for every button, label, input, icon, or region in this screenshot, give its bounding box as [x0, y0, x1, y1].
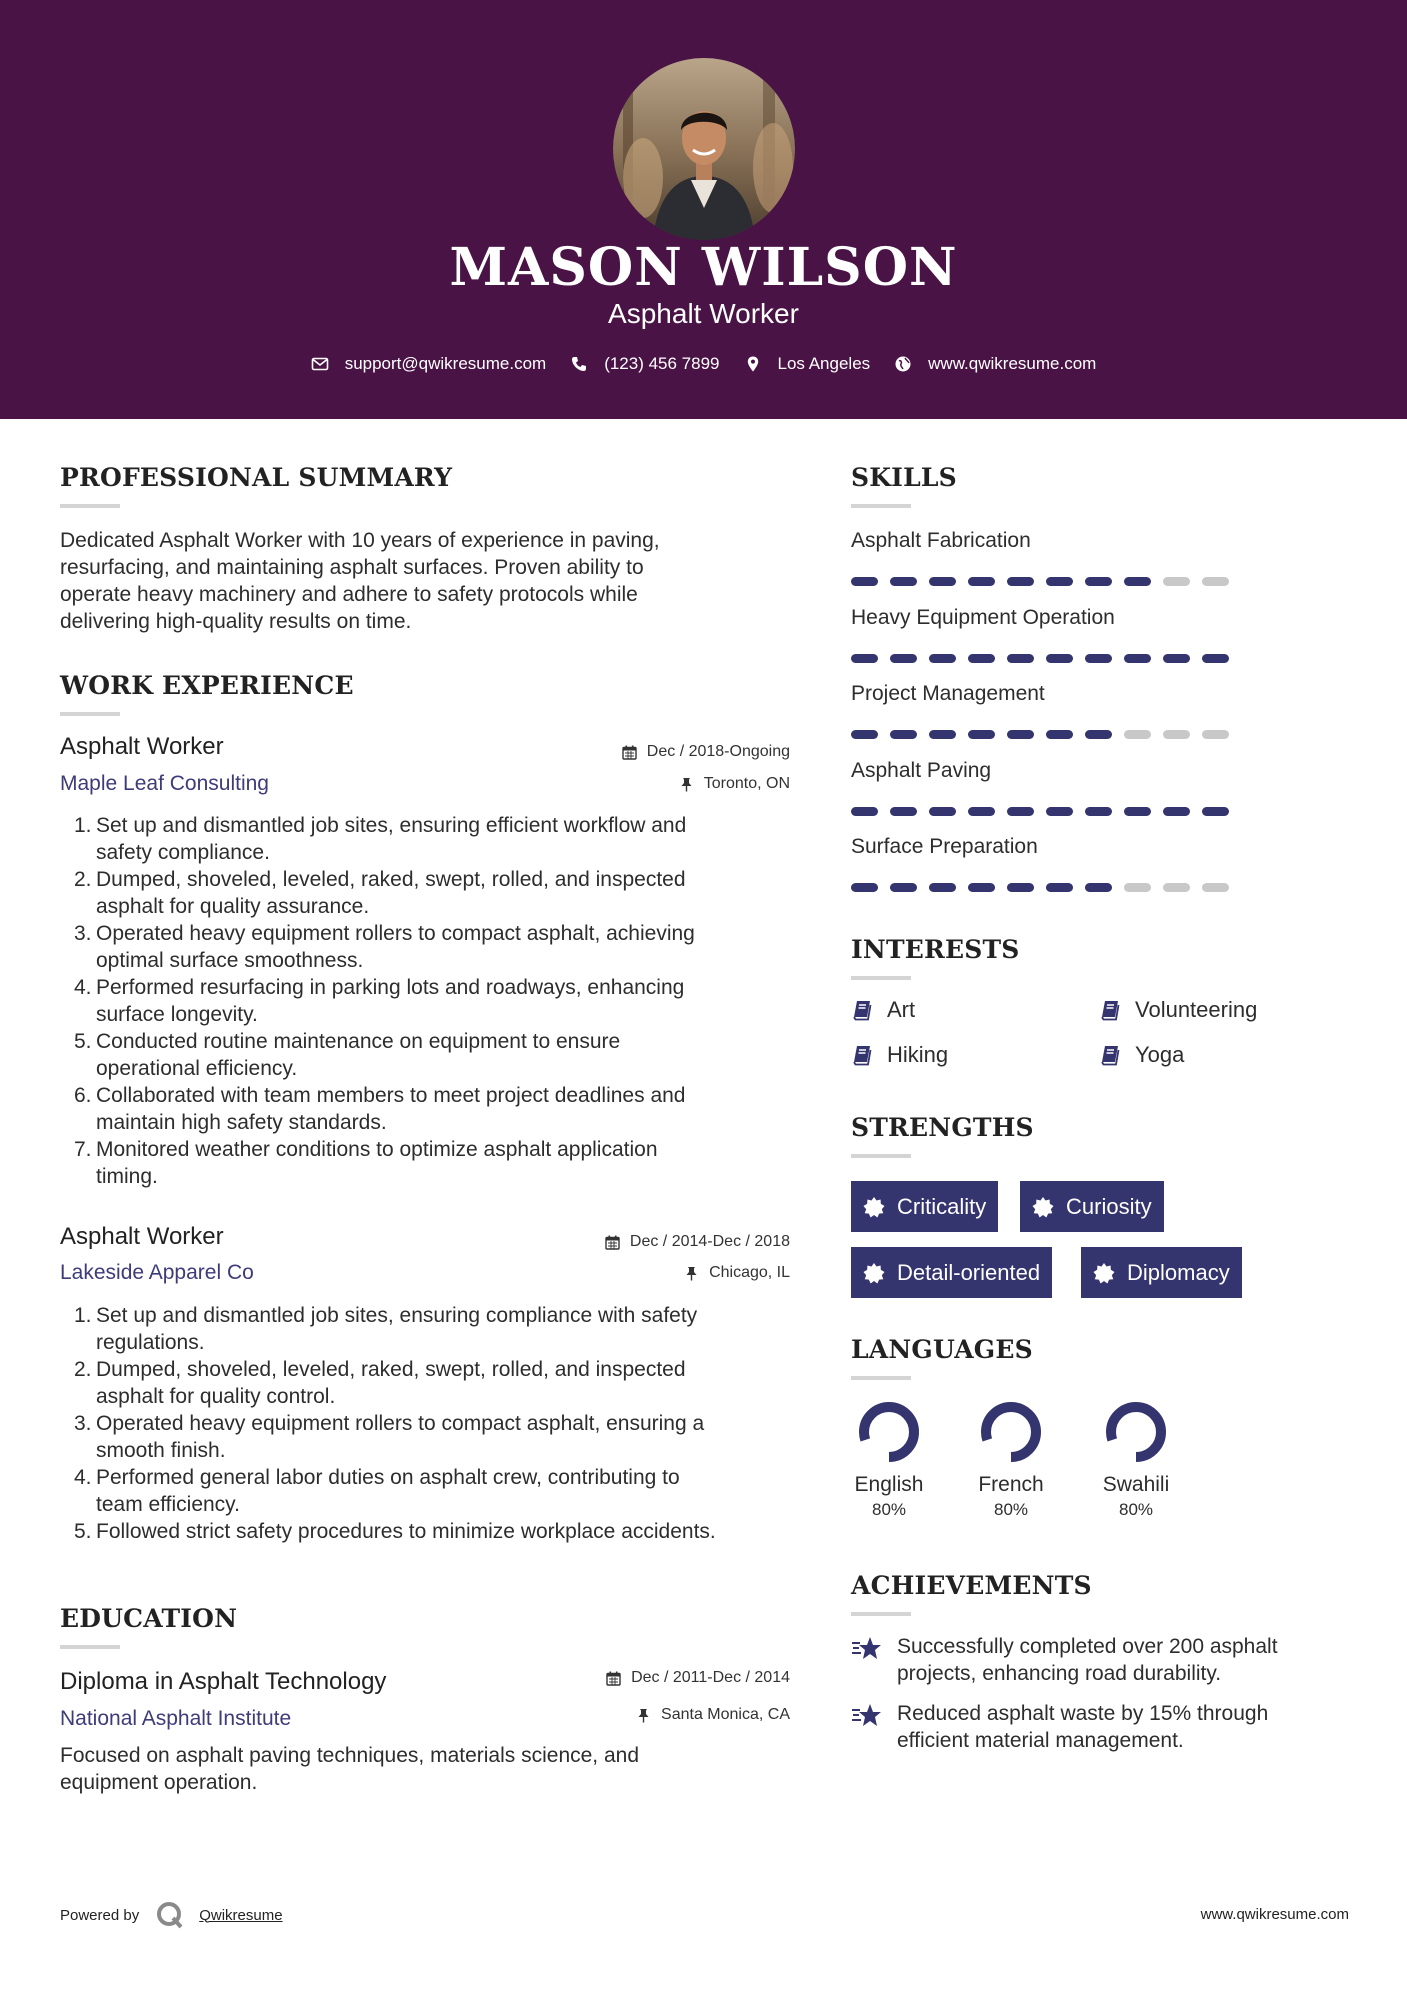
interest-item: [1099, 996, 1257, 1024]
skill-dot-empty: [1202, 730, 1229, 739]
book-icon: [851, 999, 873, 1021]
education-description: [60, 1742, 790, 1796]
language-percent: 80%: [871, 1500, 907, 1519]
pushpin-icon: [684, 1266, 699, 1281]
skill-dot-filled: [929, 577, 956, 586]
education-date: [490, 1667, 790, 1689]
education-location-text: Santa Monica, CA: [661, 1706, 790, 1723]
skill-dot-filled: [1202, 654, 1229, 663]
bullet-line: Collaborated with team members to meet project deadlines and: [96, 1084, 686, 1107]
bullet-number: 7.: [74, 1138, 92, 1161]
skills-rule: [851, 504, 911, 508]
strength-label: Criticality: [897, 1193, 987, 1219]
bullet-line: asphalt for quality assurance.: [96, 895, 370, 918]
bullet-line: Set up and dismantled job sites, ensuring efficient workflow and: [96, 814, 687, 837]
interest-label: Volunteering: [1135, 997, 1258, 1022]
skill-dot-filled: [851, 883, 878, 892]
job-date: [490, 741, 790, 763]
bullet-line: Conducted routine maintenance on equipment to ensure: [96, 1030, 621, 1053]
bullet-line: Performed resurfacing in parking lots and roadways, enhancing: [96, 976, 685, 999]
bullet-line: operational efficiency.: [96, 1057, 298, 1080]
skill-dot-filled: [929, 654, 956, 663]
education-rule: [60, 1645, 120, 1649]
achievements-heading: ACHIEVEMENTS: [851, 1571, 1092, 1600]
bullet-line: surface longevity.: [96, 1003, 258, 1026]
language-ring-arc: [864, 1407, 914, 1457]
education-date-text: Dec / 2011-Dec / 2014: [631, 1669, 790, 1686]
bullet-line: Set up and dismantled job sites, ensuring compliance with safety: [96, 1304, 698, 1327]
skill-dot-filled: [1124, 654, 1151, 663]
job-date-text: Dec / 2018-Ongoing: [646, 743, 790, 760]
skill-level-bar: [851, 883, 1241, 892]
strengths-rule: [851, 1154, 911, 1158]
skill-dot-filled: [968, 883, 995, 892]
badge-icon: [863, 1196, 885, 1218]
strength-label: Detail-oriented: [897, 1259, 1041, 1285]
skill-dot-filled: [851, 654, 878, 663]
book-icon: [851, 1044, 873, 1066]
contact-location: [744, 352, 871, 376]
bullet-line: maintain high safety standards.: [96, 1111, 387, 1134]
bullet-line: Monitored weather conditions to optimize asphalt application: [96, 1138, 658, 1161]
language-ring-icon: [857, 1400, 921, 1464]
skill-dot-filled: [929, 883, 956, 892]
job-date-text: Dec / 2014-Dec / 2018: [629, 1233, 790, 1250]
badge-icon: [863, 1262, 885, 1284]
achievement-item: [851, 1633, 1351, 1687]
skill-dot-filled: [1046, 807, 1073, 816]
list-item: [74, 1356, 800, 1410]
strength-tag: [1020, 1181, 1164, 1232]
contact-email[interactable]: [311, 352, 547, 376]
interest-item: [851, 996, 915, 1024]
bullet-line: Performed general labor duties on asphalt crew, contributing to: [96, 1466, 680, 1489]
summary-line: operate heavy machinery and adhere to safety protocols while: [60, 583, 638, 606]
language-name: French: [978, 1473, 1044, 1496]
job-location-text: Chicago, IL: [709, 1264, 790, 1281]
interest-label: Hiking: [887, 1042, 949, 1067]
strength-tag: [851, 1247, 1052, 1298]
skill-dot-filled: [890, 577, 917, 586]
skill-dot-filled: [929, 807, 956, 816]
skill-dot-filled: [851, 807, 878, 816]
candidate-name: MASON WILSON: [449, 237, 958, 298]
skill-name: Surface Preparation: [851, 835, 1038, 858]
job-company: Lakeside Apparel Co: [60, 1261, 254, 1284]
bullet-number: 6.: [74, 1084, 92, 1107]
language-percent: 80%: [1118, 1500, 1154, 1519]
bullet-line: timing.: [96, 1165, 158, 1188]
location-text: Los Angeles: [777, 354, 871, 373]
skill-dot-filled: [1124, 577, 1151, 586]
badge-icon: [1093, 1262, 1115, 1284]
summary-line: delivering high-quality results on time.: [60, 610, 412, 633]
language-item: [1086, 1400, 1186, 1522]
website-text: www.qwikresume.com: [928, 354, 1097, 373]
bullet-line: Dumped, shoveled, leveled, raked, swept, rolled, and inspected: [96, 1358, 686, 1381]
skill-dot-filled: [1085, 730, 1112, 739]
skill-dot-empty: [1163, 883, 1190, 892]
list-item: [74, 1136, 790, 1190]
bullet-number: 4.: [74, 1466, 92, 1489]
envelope-icon: [311, 355, 329, 373]
bullet-line: Followed strict safety procedures to minimize workplace accidents.: [96, 1520, 716, 1543]
skill-dot-filled: [1007, 577, 1034, 586]
summary-text: [60, 527, 780, 635]
experience-rule: [60, 712, 120, 716]
achievement-line: Reduced asphalt waste by 15% through: [897, 1702, 1269, 1725]
email-text: support@qwikresume.com: [344, 354, 547, 373]
profile-photo: [613, 58, 795, 240]
skills-heading: SKILLS: [851, 463, 957, 492]
achievement-line: Successfully completed over 200 asphalt: [897, 1635, 1278, 1658]
strength-tag: [1081, 1247, 1242, 1298]
strength-tag: [851, 1181, 998, 1232]
footer-website[interactable]: www.qwikresume.com: [1200, 1906, 1349, 1923]
star-icon: [851, 1702, 883, 1730]
skill-dot-filled: [968, 730, 995, 739]
skill-dot-filled: [1085, 883, 1112, 892]
skill-dot-filled: [1046, 654, 1073, 663]
candidate-role: Asphalt Worker: [608, 298, 799, 329]
interests-heading: INTERESTS: [851, 935, 1020, 964]
book-icon: [1099, 1044, 1121, 1066]
bullet-line: Dumped, shoveled, leveled, raked, swept, rolled, and inspected: [96, 868, 686, 891]
strength-label: Diplomacy: [1127, 1259, 1230, 1285]
skill-level-bar: [851, 654, 1241, 663]
contact-website[interactable]: [894, 352, 1096, 376]
skill-dot-empty: [1202, 577, 1229, 586]
bullet-number: 5.: [74, 1030, 92, 1053]
skill-dot-filled: [1046, 577, 1073, 586]
bullet-number: 5.: [74, 1520, 92, 1543]
education-heading: EDUCATION: [60, 1604, 238, 1633]
bullet-line: team efficiency.: [96, 1493, 240, 1516]
list-item: [74, 1464, 800, 1518]
calendar-icon: [622, 745, 637, 760]
bullet-line: safety compliance.: [96, 841, 270, 864]
job-location: [490, 1262, 790, 1284]
achievement-item: [851, 1700, 1351, 1754]
strengths-heading: STRENGTHS: [851, 1113, 1034, 1142]
skill-level-bar: [851, 807, 1241, 816]
summary-heading: PROFESSIONAL SUMMARY: [60, 463, 453, 492]
brand-link[interactable]: Qwikresume: [199, 1906, 283, 1924]
language-ring-arc: [986, 1407, 1036, 1457]
calendar-icon: [606, 1671, 621, 1686]
skill-dot-empty: [1124, 730, 1151, 739]
list-item: [74, 974, 790, 1028]
language-ring-icon: [979, 1400, 1043, 1464]
skill-dot-filled: [890, 730, 917, 739]
summary-line: resurfacing, and maintaining asphalt surfaces. Proven ability to: [60, 556, 644, 579]
skill-dot-filled: [1007, 807, 1034, 816]
interest-label: Art: [887, 997, 916, 1022]
language-name: English: [854, 1473, 924, 1496]
skill-dot-filled: [890, 807, 917, 816]
skill-level-bar: [851, 577, 1241, 586]
skill-name: Asphalt Fabrication: [851, 529, 1031, 552]
skill-dot-filled: [890, 654, 917, 663]
bullet-number: 1.: [74, 1304, 92, 1327]
language-ring-arc: [1111, 1407, 1161, 1457]
strength-label: Curiosity: [1066, 1193, 1152, 1219]
achievement-text: [897, 1700, 1268, 1754]
language-ring-icon: [1104, 1400, 1168, 1464]
job-date: [490, 1231, 790, 1253]
skill-name: Project Management: [851, 682, 1045, 705]
calendar-icon: [605, 1235, 620, 1250]
interest-label: Yoga: [1135, 1042, 1185, 1067]
bullet-line: asphalt for quality control.: [96, 1385, 336, 1408]
contact-phone[interactable]: [570, 352, 719, 376]
skill-dot-filled: [890, 883, 917, 892]
skill-dot-filled: [851, 730, 878, 739]
education-location: [490, 1704, 790, 1726]
skill-dot-filled: [1085, 577, 1112, 586]
job-title: Asphalt Worker: [60, 733, 224, 760]
language-name: Swahili: [1102, 1473, 1170, 1496]
languages-heading: LANGUAGES: [851, 1335, 1033, 1364]
list-item: [74, 866, 790, 920]
skill-dot-empty: [1124, 883, 1151, 892]
map-pin-icon: [744, 355, 762, 373]
interest-item: [1099, 1041, 1184, 1069]
skill-dot-filled: [1163, 807, 1190, 816]
list-item: [74, 920, 790, 974]
list-item: [74, 1518, 800, 1545]
education-line: equipment operation.: [60, 1771, 258, 1794]
bullet-number: 3.: [74, 1412, 92, 1435]
interest-item: [851, 1041, 948, 1069]
pushpin-icon: [679, 777, 694, 792]
skill-dot-filled: [1007, 883, 1034, 892]
skill-dot-filled: [1046, 883, 1073, 892]
skill-dot-filled: [1007, 654, 1034, 663]
phone-icon: [570, 355, 588, 373]
summary-rule: [60, 504, 120, 508]
job-title: Asphalt Worker: [60, 1223, 224, 1250]
interests-rule: [851, 976, 911, 980]
skill-dot-empty: [1202, 883, 1229, 892]
job-company: Maple Leaf Consulting: [60, 772, 269, 795]
skill-dot-filled: [968, 577, 995, 586]
experience-heading: WORK EXPERIENCE: [60, 671, 354, 700]
list-item: [74, 1302, 800, 1356]
skill-dot-filled: [1007, 730, 1034, 739]
bullet-line: Operated heavy equipment rollers to compact asphalt, ensuring a: [96, 1412, 705, 1435]
job-bullets: [60, 812, 790, 1190]
globe-icon: [894, 355, 912, 373]
skill-dot-filled: [1085, 654, 1112, 663]
degree-title: Diploma in Asphalt Technology: [60, 1668, 387, 1695]
book-icon: [1099, 999, 1121, 1021]
qwikresume-logo-icon: [155, 1900, 185, 1930]
pushpin-icon: [636, 1708, 651, 1723]
phone-text: (123) 456 7899: [604, 354, 720, 373]
skill-dot-filled: [929, 730, 956, 739]
summary-line: Dedicated Asphalt Worker with 10 years of experience in paving,: [60, 529, 660, 552]
skill-dot-filled: [851, 577, 878, 586]
language-item: [839, 1400, 939, 1522]
skill-name: Asphalt Paving: [851, 758, 992, 782]
footer-powered-by: [60, 1900, 283, 1930]
bullet-line: regulations.: [96, 1331, 205, 1354]
list-item: [74, 1028, 790, 1082]
skill-dot-filled: [1124, 807, 1151, 816]
bullet-line: optimal surface smoothness.: [96, 949, 364, 972]
bullet-line: smooth finish.: [96, 1439, 226, 1462]
bullet-number: 3.: [74, 922, 92, 945]
language-item: [961, 1400, 1061, 1522]
skill-dot-empty: [1163, 730, 1190, 739]
bullet-number: 1.: [74, 814, 92, 837]
skill-dot-filled: [1202, 807, 1229, 816]
powered-by-text: Powered by: [60, 1906, 140, 1924]
education-line: Focused on asphalt paving techniques, materials science, and: [60, 1744, 640, 1767]
skill-dot-filled: [1046, 730, 1073, 739]
school-name: National Asphalt Institute: [60, 1707, 292, 1730]
skill-dot-filled: [1085, 807, 1112, 816]
skill-dot-filled: [1163, 654, 1190, 663]
achievement-line: efficient material management.: [897, 1729, 1184, 1752]
list-item: [74, 1410, 800, 1464]
list-item: [74, 812, 790, 866]
badge-icon: [1032, 1196, 1054, 1218]
language-percent: 80%: [993, 1500, 1029, 1519]
skill-name: Heavy Equipment Operation: [851, 605, 1115, 629]
achievement-line: projects, enhancing road durability.: [897, 1662, 1222, 1685]
job-location: [490, 773, 790, 795]
languages-rule: [851, 1376, 911, 1380]
skill-dot-filled: [968, 807, 995, 816]
bullet-line: Operated heavy equipment rollers to compact asphalt, achieving: [96, 922, 695, 945]
job-bullets: [60, 1302, 800, 1545]
achievements-rule: [851, 1612, 911, 1616]
list-item: [74, 1082, 790, 1136]
bullet-number: 2.: [74, 1358, 92, 1381]
job-location-text: Toronto, ON: [703, 775, 790, 792]
bullet-number: 4.: [74, 976, 92, 999]
star-icon: [851, 1635, 883, 1663]
bullet-number: 2.: [74, 868, 92, 891]
contact-bar: [0, 352, 1407, 376]
skill-level-bar: [851, 730, 1241, 739]
achievement-text: [897, 1633, 1278, 1687]
skill-dot-empty: [1163, 577, 1190, 586]
resume-header: [0, 0, 1407, 419]
skill-dot-filled: [968, 654, 995, 663]
